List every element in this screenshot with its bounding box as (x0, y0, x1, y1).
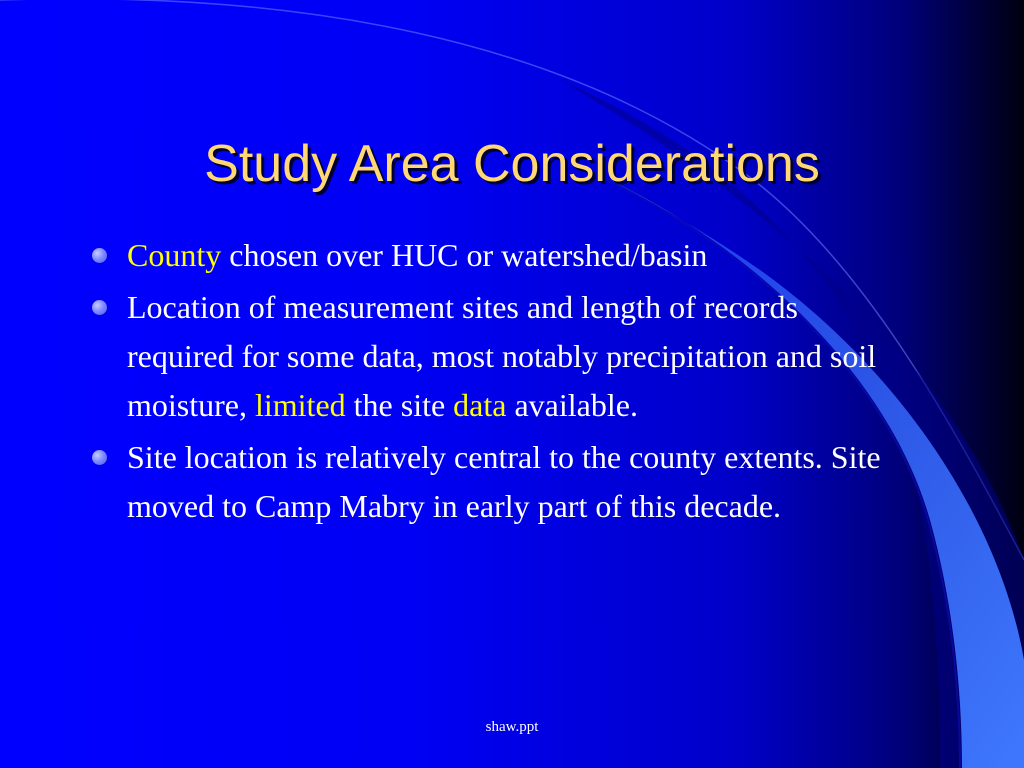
bullet-text: Location of measurement sites and length of records required for some data, most notably precipitation and soil moisture, (127, 289, 877, 423)
bullet-text: chosen over HUC or watershed/basin (221, 237, 708, 273)
bullet-text: available. (506, 387, 638, 423)
bullet-item (90, 433, 890, 531)
bullet-text: Site location is relatively central to the county extents. Site moved to Camp Mabry in early part of this decade. (127, 439, 881, 524)
bullet-item (90, 231, 890, 280)
bullet-text-highlight: limited (254, 387, 346, 423)
bullet-list (90, 231, 890, 534)
bullet-dot-icon (92, 450, 107, 465)
bullet-item (90, 283, 890, 430)
bullet-dot-icon (92, 248, 107, 263)
bullet-text-highlight: County (127, 237, 222, 273)
footer-filename: shaw.ppt (485, 719, 539, 735)
bullet-text: the site (345, 387, 454, 423)
bullet-dot-icon (92, 300, 107, 315)
slide-title: Study Area Considerations (204, 135, 820, 193)
bullet-text-highlight: data (453, 387, 507, 423)
